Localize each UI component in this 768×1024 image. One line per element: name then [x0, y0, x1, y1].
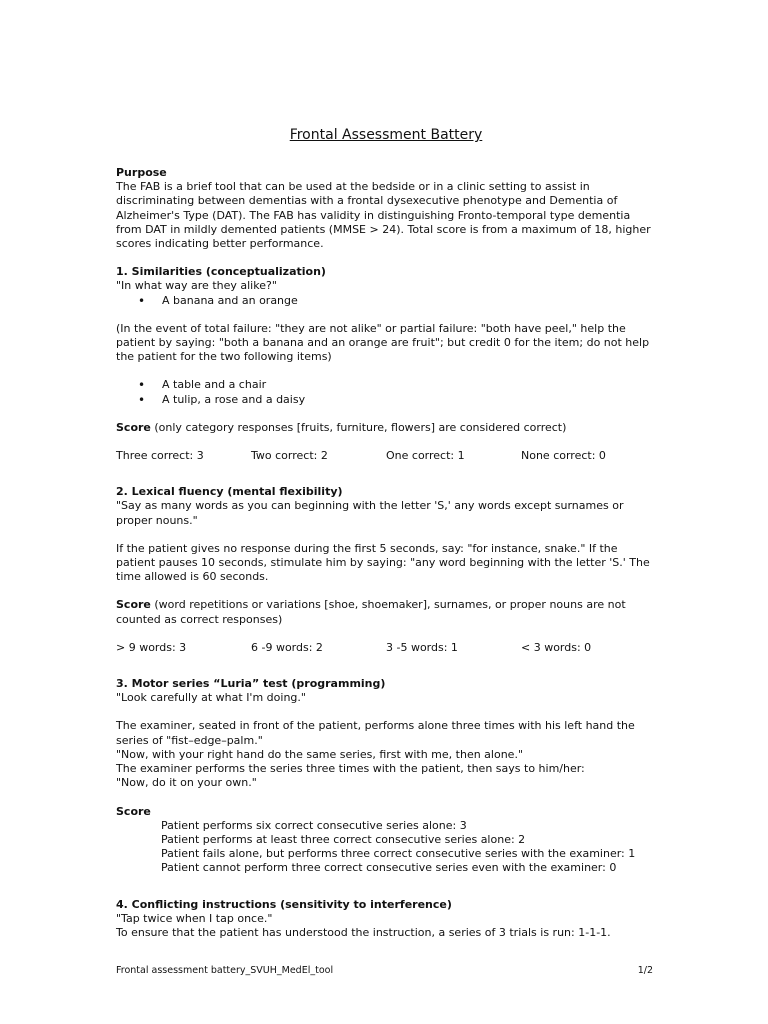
score-label: Score: [116, 598, 151, 612]
section-3-text-1: The examiner, seated in front of the patient, performs alone three times with his left hand the series of "fist–edge–palm.": [116, 719, 635, 747]
section-3-score-list: [116, 819, 656, 876]
section-1-quote: "In what way are they alike?": [116, 279, 277, 293]
list-item: • A banana and an orange: [138, 294, 656, 308]
purpose-heading: Purpose: [116, 166, 167, 179]
footer-page-number: 1/2: [637, 965, 653, 976]
page-footer: [116, 965, 653, 976]
section-4-quote: "Tap twice when I tap once.": [116, 911, 273, 925]
footer-document-name: Frontal assessment battery_SVUH_MedEl_tool: [116, 965, 334, 976]
score-text: (word repetitions or variations [shoe, shoemaker], surnames, or proper nouns are not counted as correct responses): [116, 598, 626, 626]
score-item: Patient performs six correct consecutive series alone: 3: [161, 818, 467, 832]
score-item: 3 -5 words: 1: [386, 640, 458, 654]
score-item: Patient performs at least three correct consecutive series alone: 2: [161, 832, 526, 846]
section-3-text-3: The examiner performs the series three times with the patient, then says to him/her:: [116, 762, 585, 776]
purpose-text: The FAB is a brief tool that can be used at the bedside or in a clinic setting to assist in discriminating between dementias with a frontal dysexecutive phenotype and Dementia of Alzheimer's Type (DAT). The FAB has validity in distinguishing Fronto-temporal type dementia from DAT in mildly demented patients (MMSE > 24). Total score is from a maximum of 18, higher scores indicating better performance.: [116, 180, 651, 251]
score-item: 6 -9 words: 2: [251, 640, 323, 654]
document-title: Frontal Assessment Battery: [289, 127, 483, 143]
score-item: None correct: 0: [521, 449, 606, 463]
section-4-text: To ensure that the patient has understood the instruction, a series of 3 trials is run: 1-1-1.: [116, 925, 611, 939]
score-item: Patient cannot perform three correct consecutive series even with the examiner: 0: [161, 861, 617, 875]
score-item: One correct: 1: [386, 449, 465, 463]
section-1-list-a: [116, 294, 656, 308]
list-item: • A table and a chair: [138, 378, 656, 392]
section-3-text-2: "Now, with your right hand do the same series, first with me, then alone.": [116, 747, 523, 761]
section-2-score: [116, 598, 656, 626]
section-1-heading: 1. Similarities (conceptualization): [116, 265, 326, 279]
list-item: • A tulip, a rose and a daisy: [138, 393, 656, 407]
section-3-quote: "Look carefully at what I'm doing.": [116, 691, 306, 705]
score-item: < 3 words: 0: [521, 640, 592, 654]
score-item: Patient fails alone, but performs three correct consecutive series with the examiner: 1: [161, 847, 636, 861]
section-3-text-4: "Now, do it on your own.": [116, 776, 257, 790]
section-2-score-row: [116, 641, 656, 655]
section-1-score: [116, 421, 656, 435]
score-label: Score: [116, 420, 151, 434]
section-4-heading: 4. Conflicting instructions (sensitivity to interference): [116, 897, 452, 911]
section-3-heading: 3. Motor series “Luria” test (programming): [116, 677, 386, 691]
score-item: Two correct: 2: [251, 449, 328, 463]
section-2-heading: 2. Lexical fluency (mental flexibility): [116, 485, 343, 499]
document-body: [116, 126, 656, 940]
score-text: (only category responses [fruits, furniture, flowers] are considered correct): [150, 420, 567, 434]
section-1-list-b: [116, 378, 656, 406]
section-2-text: If the patient gives no response during the first 5 seconds, say: "for instance, snake." If the patient pauses 10 seconds, stimulate him by saying: "any word beginning with the letter 'S.' The time allowed is 60 seconds.: [116, 541, 650, 584]
section-3-score-label: Score: [116, 804, 151, 818]
section-1-note: (In the event of total failure: "they are not alike" or partial failure: "both have peel," help the patient by saying: "both a banana and an orange are fruit"; but credit 0 for the item; do not help the patient for the two following items): [116, 321, 650, 364]
score-item: Three correct: 3: [116, 449, 204, 463]
score-item: > 9 words: 3: [116, 640, 187, 654]
section-1-score-row: [116, 449, 656, 463]
section-2-quote: "Say as many words as you can beginning with the letter 'S,' any words except surnames or proper nouns.": [116, 499, 624, 527]
